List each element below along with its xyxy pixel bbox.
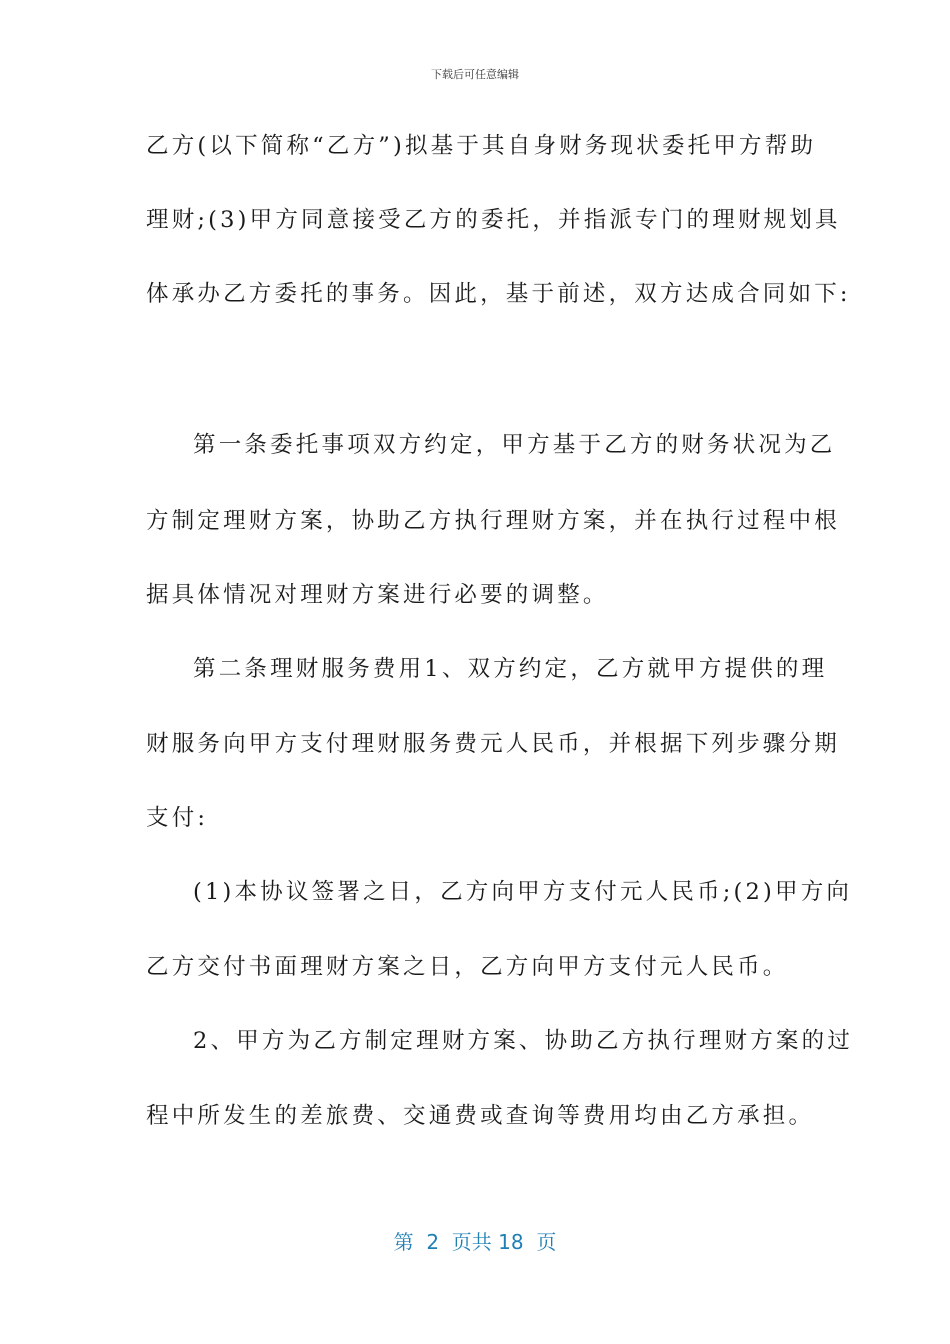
page-header: 下载后可任意编辑 bbox=[431, 68, 519, 81]
paragraph-line: 程中所发生的差旅费、交通费或查询等费用均由乙方承担。 bbox=[146, 1103, 815, 1129]
paragraph-line: 财服务向甲方支付理财服务费元人民币，并根据下列步骤分期 bbox=[146, 731, 840, 757]
paragraph-line: 2、甲方为乙方制定理财方案、协助乙方执行理财方案的过 bbox=[193, 1028, 854, 1054]
paragraph-line: 体承办乙方委托的事务。因此，基于前述，双方达成合同如下: bbox=[146, 281, 851, 307]
paragraph-line: 乙方(以下简称“乙方”)拟基于其自身财务现状委托甲方帮助 bbox=[146, 133, 817, 159]
paragraph-line: 第一条委托事项双方约定，甲方基于乙方的财务状况为乙 bbox=[193, 432, 836, 458]
paragraph-line: 乙方交付书面理财方案之日，乙方向甲方支付元人民币。 bbox=[146, 954, 789, 980]
paragraph-line: 理财;(3)甲方同意接受乙方的委托，并指派专门的理财规划具 bbox=[146, 207, 841, 233]
paragraph-line: (1)本协议签署之日，乙方向甲方支付元人民币;(2)甲方向 bbox=[193, 879, 853, 905]
paragraph-line: 支付: bbox=[146, 805, 209, 831]
paragraph-line: 第二条理财服务费用1、双方约定，乙方就甲方提供的理 bbox=[193, 656, 828, 682]
paragraph-line: 方制定理财方案，协助乙方执行理财方案，并在执行过程中根 bbox=[146, 508, 840, 534]
paragraph-line: 据具体情况对理财方案进行必要的调整。 bbox=[146, 582, 609, 608]
page-number-footer: 第 2 页共 18 页 bbox=[393, 1230, 557, 1254]
